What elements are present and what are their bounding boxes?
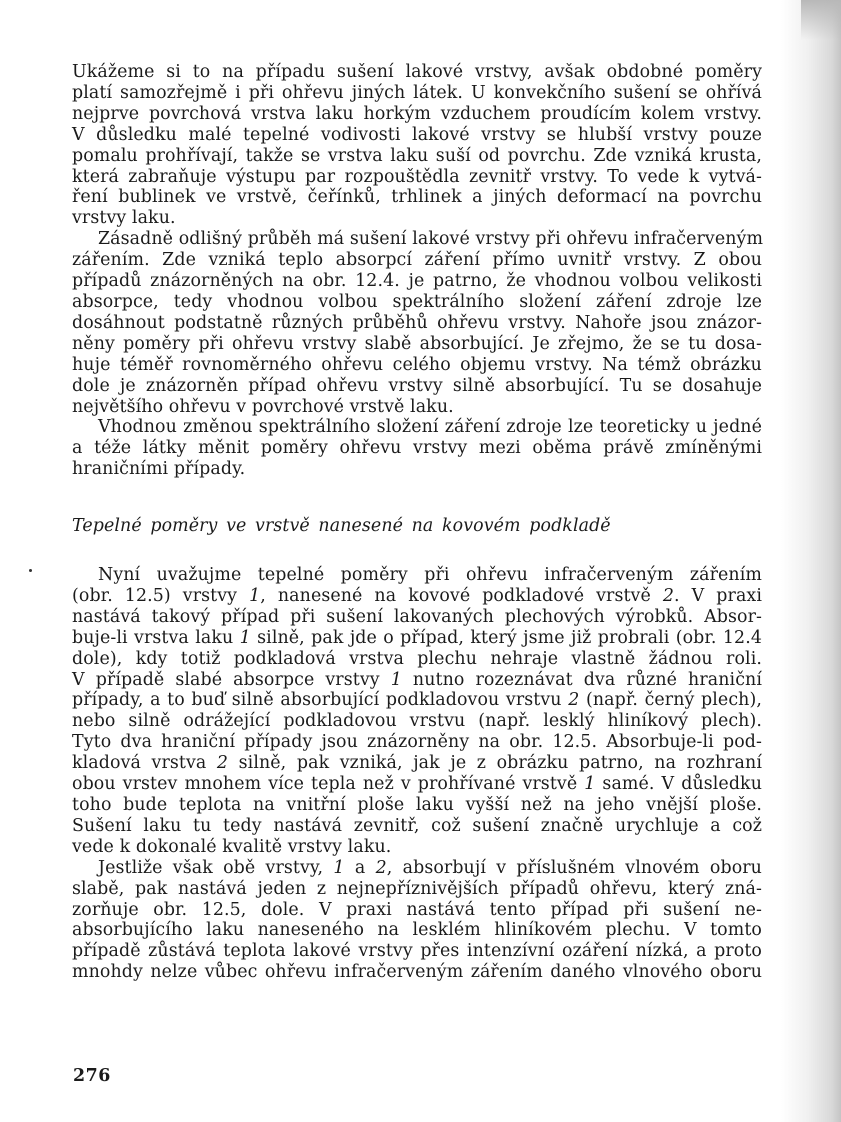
page-corner-shadow	[801, 0, 841, 40]
paragraphs-after-heading	[72, 565, 762, 983]
text-line: zorňuje obr. 12.5, dole. V praxi nastává tento případ při sušení ne-	[72, 899, 762, 920]
text-line: ření bublinek ve vrstvě, čeřínků, trhlinek a jiných deformací na povrchu	[72, 187, 762, 208]
text-line: V případě slabé absorpce vrstvy 1 nutno rozeznávat dva různé hraniční	[72, 669, 763, 690]
text-line: huje téměř rovnoměrného ohřevu celého objemu vrstvy. Na témž obrázku	[72, 354, 762, 375]
paragraph	[72, 858, 762, 983]
body-text	[72, 62, 762, 983]
text-line: Zásadně odlišný průběh má sušení lakové vrstvy při ohřevu infračerveným	[98, 229, 764, 250]
text-line: obou vrstev mnohem více tepla než v prohřívané vrstvě 1 samé. V důsledku	[72, 774, 762, 795]
paragraph	[72, 417, 762, 480]
text-line: vede k dokonalé kvalitě vrstvy laku.	[72, 836, 392, 857]
text-line: největšího ohřevu v povrchové vrstvě laku.	[72, 396, 454, 417]
section-heading: Tepelné poměry ve vrstvě nanesené na kovovém podkladě	[72, 516, 611, 537]
text-line: platí samozřejmě i při ohřevu jiných látek. U konvekčního sušení se ohřívá	[72, 82, 762, 103]
text-line: případů znázorněných na obr. 12.4. je patrno, že vhodnou volbou velikosti	[72, 271, 762, 292]
text-line: dole), kdy totiž podkladová vrstva plechu nehraje vlastně žádnou roli.	[72, 648, 762, 669]
text-line: mnohdy nelze vůbec ohřevu infračerveným zářením daného vlnového oboru	[72, 962, 762, 983]
text-line: dole je znázorněn případ ohřevu vrstvy silně absorbující. Tu se dosahuje	[72, 375, 762, 396]
paragraphs-before-heading	[72, 62, 762, 480]
paragraph	[72, 62, 762, 229]
text-line: pomalu prohřívají, takže se vrstva laku suší od povrchu. Zde vzniká krusta,	[72, 145, 762, 166]
text-line: Nyní uvažujme tepelné poměry při ohřevu infračerveným zářením	[98, 565, 762, 586]
text-line: Vhodnou změnou spektrálního složení záření zdroje lze teoreticky u jedné	[98, 417, 762, 438]
text-line: buje-li vrstva laku 1 silně, pak jde o případ, který jsme již probrali (obr. 12.4	[72, 627, 763, 648]
text-line: absorpce, tedy vhodnou volbou spektrálního složení záření zdroje lze	[72, 291, 762, 312]
text-line: toho bude teplota na vnitřní ploše laku vyšší než na jeho vnější ploše.	[72, 795, 762, 815]
paragraph	[72, 565, 762, 858]
margin-speck	[29, 569, 32, 572]
text-line: V důsledku malé tepelné vodivosti lakové vrstvy se hlubší vrstvy pouze	[72, 124, 762, 145]
text-line: Sušení laku tu tedy nastává zevnitř, což sušení značně urychluje a což	[72, 815, 762, 836]
page-number: 276	[73, 1066, 111, 1086]
paragraph	[72, 229, 762, 417]
text-line: kladová vrstva 2 silně, pak vzniká, jak je z obrázku patrno, na rozhraní	[72, 753, 762, 774]
text-line: Jestliže však obě vrstvy, 1 a 2, absorbují v příslušném vlnovém oboru	[98, 857, 762, 878]
text-line: nejprve povrchová vrstva laku horkým vzduchem proudícím kolem vrstvy.	[72, 103, 762, 124]
text-line: případě zůstává teplota lakové vrstvy přes intenzívní ozáření nízká, a proto	[72, 941, 762, 962]
text-line: případy, a to buď silně absorbující podkladovou vrstvu 2 (např. černý plech),	[72, 690, 762, 711]
text-line: zářením. Zde vzniká teplo absorpcí záření přímo uvnitř vrstvy. Z obou	[72, 250, 762, 271]
text-line: Tyto dva hraniční případy jsou znázorněny na obr. 12.5. Absorbuje-li pod-	[72, 732, 762, 753]
text-line: hraničními případy.	[72, 459, 246, 480]
text-line: něny poměry při ohřevu vrstvy slabě absorbující. Je zřejmo, že se tu dosa-	[72, 333, 762, 354]
text-line: která zabraňuje výstupu par rozpouštědla zevnitř vrstvy. To vede k vytvá-	[72, 166, 762, 187]
text-line: absorbujícího laku naneseného na lesklém hliníkovém plechu. V tomto	[72, 920, 762, 941]
text-line: vrstvy laku.	[72, 208, 176, 229]
text-line: nebo silně odrážející podkladovou vrstvu (např. lesklý hliníkový plech).	[72, 711, 762, 732]
text-line: Ukážeme si to na případu sušení lakové vrstvy, avšak obdobné poměry	[72, 62, 762, 82]
text-line: dosáhnout podstatně různých průběhů ohřevu vrstvy. Nahoře jsou znázor-	[72, 312, 762, 333]
text-line: slabě, pak nastává jeden z nejnepříznivějších případů ohřevu, který zná-	[72, 878, 762, 899]
text-line: a téže látky měnit poměry ohřevu vrstvy mezi oběma právě zmíněnými	[72, 438, 762, 459]
page-binding-shadow	[781, 0, 841, 1122]
text-line: (obr. 12.5) vrstvy 1, nanesené na kovové podkladové vrstvě 2. V praxi	[72, 585, 762, 606]
text-line: nastává takový případ při sušení lakovaných plechových výrobků. Absor-	[72, 606, 762, 627]
